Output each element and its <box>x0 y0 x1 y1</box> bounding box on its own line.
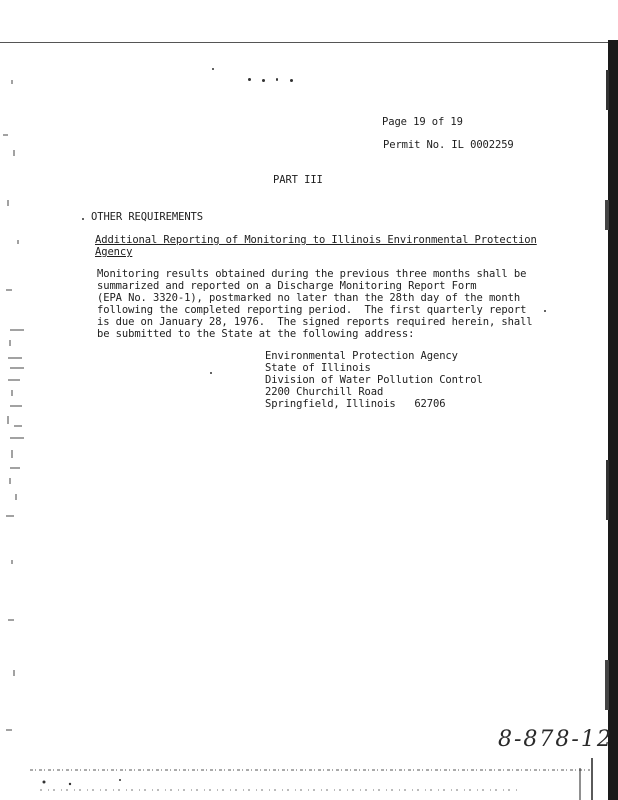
scan-left-edge <box>0 40 30 800</box>
scan-speck <box>276 78 278 81</box>
body-line: summarized and reported on a Discharge Monitoring Report Form <box>97 280 477 292</box>
permit-number: Permit No. IL 0002259 <box>383 139 514 151</box>
scan-speck <box>290 79 293 82</box>
subheading-line-1: Additional Reporting of Monitoring to Illinois Environmental Protection <box>95 234 537 246</box>
address-line: Environmental Protection Agency <box>265 350 458 362</box>
scan-speck <box>82 218 84 220</box>
scan-top-edge <box>0 42 618 43</box>
address-line: Springfield, Illinois 62706 <box>265 398 446 410</box>
scan-speck <box>262 79 265 82</box>
address-line: Division of Water Pollution Control <box>265 374 483 386</box>
address-line: State of Illinois <box>265 362 371 374</box>
scan-bottom-edge <box>0 760 618 800</box>
subheading-line-2: Agency <box>95 246 133 258</box>
body-line: be submitted to the State at the following address: <box>97 328 415 340</box>
body-line: following the completed reporting period. The first quarterly report <box>97 304 527 316</box>
body-line: (EPA No. 3320-1), postmarked no later than the 28th day of the month <box>97 292 521 304</box>
body-line: is due on January 28, 1976. The signed reports required herein, shall <box>97 316 533 328</box>
handwritten-mark: 8-878-12 <box>498 727 613 752</box>
scan-speck <box>212 68 214 70</box>
page-number: Page 19 of 19 <box>382 116 463 128</box>
scan-right-edge <box>586 40 618 800</box>
part-heading: PART III <box>273 174 323 186</box>
scan-speck <box>544 310 546 312</box>
scan-speck <box>248 78 251 81</box>
scan-speck <box>210 372 212 374</box>
body-line: Monitoring results obtained during the previous three months shall be <box>97 268 527 280</box>
address-line: 2200 Churchill Road <box>265 386 384 398</box>
section-heading: OTHER REQUIREMENTS <box>91 211 203 223</box>
